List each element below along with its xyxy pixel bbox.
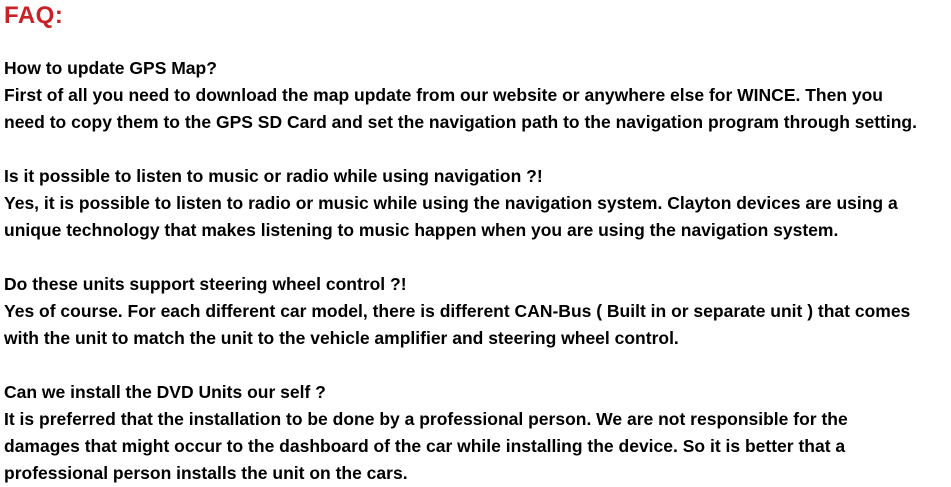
faq-answer-line: need to copy them to the GPS SD Card and set the navigation path to the navigation program through setting. xyxy=(4,112,917,132)
faq-question: How to update GPS Map? xyxy=(4,58,217,78)
faq-item xyxy=(4,163,951,244)
faq-question: Is it possible to listen to music or radio while using navigation ?! xyxy=(4,166,543,186)
faq-answer-line: Yes, it is possible to listen to radio or music while using the navigation system. Clayton devices are using a xyxy=(4,193,898,213)
faq-answer-line: unique technology that makes listening to music happen when you are using the navigation system. xyxy=(4,220,839,240)
faq-item xyxy=(4,379,951,487)
faq-item xyxy=(4,55,951,136)
faq-answer-line: damages that might occur to the dashboard of the car while installing the device. So it is better that a xyxy=(4,436,846,456)
faq-answer-line: First of all you need to download the map update from our website or anywhere else for WINCE. Then you xyxy=(4,85,883,105)
faq-answer-line: It is preferred that the installation to be done by a professional person. We are not responsible for the xyxy=(4,409,848,429)
faq-question: Can we install the DVD Units our self ? xyxy=(4,382,326,402)
faq-item xyxy=(4,271,951,352)
faq-answer-line: professional person installs the unit on the cars. xyxy=(4,463,408,483)
faq-question: Do these units support steering wheel control ?! xyxy=(4,274,407,294)
faq-heading: FAQ: xyxy=(4,2,64,29)
faq-answer-line: Yes of course. For each different car model, there is different CAN-Bus ( Built in or separate unit ) that comes xyxy=(4,301,911,321)
faq-answer-line: with the unit to match the unit to the vehicle amplifier and steering wheel control. xyxy=(4,328,679,348)
